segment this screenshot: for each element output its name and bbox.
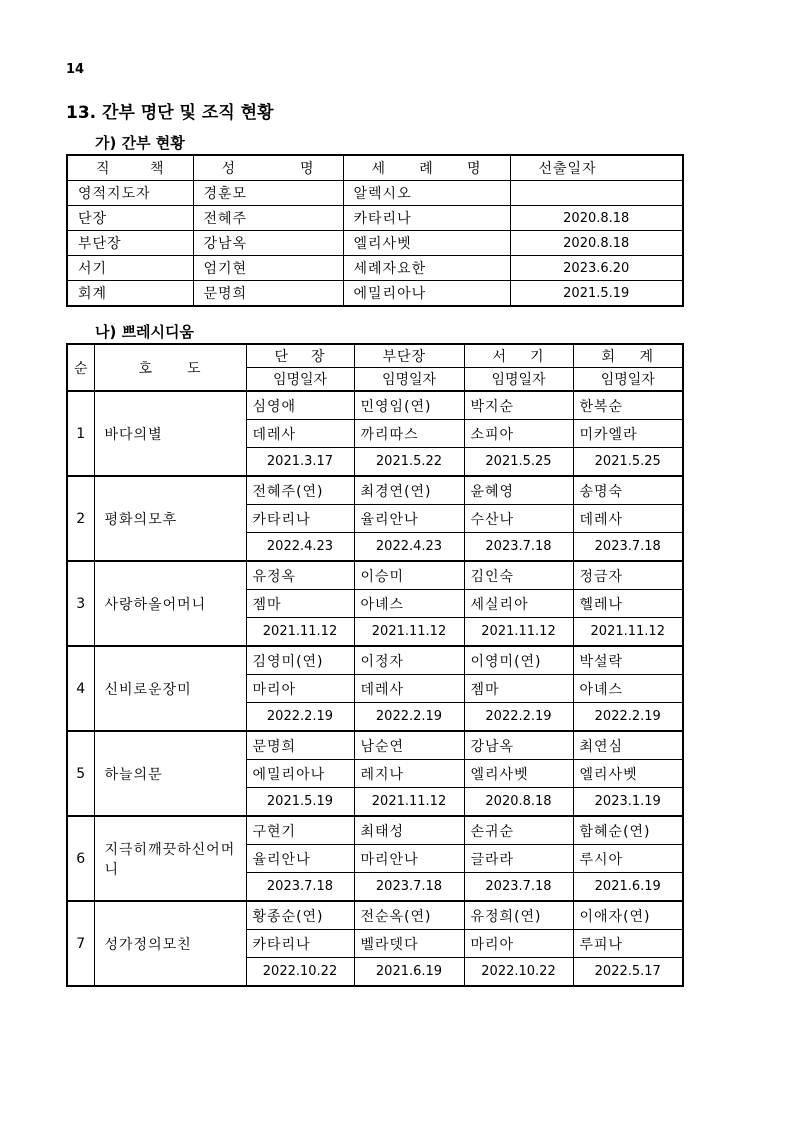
baptismal-name: 아녜스 xyxy=(354,590,464,618)
baptismal-name: 율리안나 xyxy=(354,505,464,533)
group-name: 신비로운장미 xyxy=(94,646,246,731)
baptismal-name: 까리따스 xyxy=(354,420,464,448)
presidium-table xyxy=(66,343,684,987)
appointed-date: 2022.10.22 xyxy=(464,958,573,987)
group-no: 7 xyxy=(67,901,94,986)
officers-cell: 2023.6.20 xyxy=(510,256,683,281)
officers-row xyxy=(67,206,683,231)
baptismal-name: 벨라뎃다 xyxy=(354,930,464,958)
appointed-date: 2023.7.18 xyxy=(464,533,573,562)
header-appointed-date: 임명일자 xyxy=(464,368,573,392)
officers-cell: 영적지도자 xyxy=(67,181,193,206)
appointed-date: 2021.5.22 xyxy=(354,448,464,477)
officers-row xyxy=(67,281,683,307)
header-group-name: 호 도 xyxy=(94,344,246,391)
group-name: 사랑하올어머니 xyxy=(94,561,246,646)
officers-cell: 2020.8.18 xyxy=(510,206,683,231)
officers-cell: 엘리사벳 xyxy=(343,231,510,256)
officer-name: 이정자 xyxy=(354,646,464,675)
baptismal-name: 카타리나 xyxy=(246,505,354,533)
baptismal-name: 세실리아 xyxy=(464,590,573,618)
officer-name: 구현기 xyxy=(246,816,354,845)
baptismal-name: 에밀리아나 xyxy=(246,760,354,788)
group-no: 3 xyxy=(67,561,94,646)
officer-name: 전혜주(연) xyxy=(246,476,354,505)
officer-name: 김인숙 xyxy=(464,561,573,590)
officers-subtitle: 가) 간부 현황 xyxy=(95,134,185,152)
officers-header-cell: 직 책 xyxy=(67,155,193,181)
header-role: 부단장 xyxy=(354,344,464,368)
officers-row xyxy=(67,181,683,206)
presidium-group-row xyxy=(67,816,683,845)
appointed-date: 2021.11.12 xyxy=(354,618,464,647)
officer-name: 윤혜영 xyxy=(464,476,573,505)
group-name: 성가정의모친 xyxy=(94,901,246,986)
officer-name: 민영임(연) xyxy=(354,391,464,420)
officer-name: 정금자 xyxy=(573,561,683,590)
officers-header-row xyxy=(67,155,683,181)
officer-name: 강남옥 xyxy=(464,731,573,760)
header-appointed-date: 임명일자 xyxy=(573,368,683,392)
appointed-date: 2021.5.25 xyxy=(573,448,683,477)
baptismal-name: 수산나 xyxy=(464,505,573,533)
officers-cell: 2021.5.19 xyxy=(510,281,683,307)
officer-name: 유정옥 xyxy=(246,561,354,590)
group-no: 1 xyxy=(67,391,94,476)
officers-cell xyxy=(510,181,683,206)
officer-name: 최태성 xyxy=(354,816,464,845)
officers-cell: 서기 xyxy=(67,256,193,281)
appointed-date: 2022.2.19 xyxy=(464,703,573,732)
baptismal-name: 소피아 xyxy=(464,420,573,448)
baptismal-name: 마리아 xyxy=(246,675,354,703)
appointed-date: 2021.11.12 xyxy=(246,618,354,647)
appointed-date: 2023.7.18 xyxy=(464,873,573,902)
officer-name: 심영애 xyxy=(246,391,354,420)
baptismal-name: 헬레나 xyxy=(573,590,683,618)
baptismal-name: 레지나 xyxy=(354,760,464,788)
officer-name: 한복순 xyxy=(573,391,683,420)
section-title: 13. 간부 명단 및 조직 현황 xyxy=(66,103,274,123)
appointed-date: 2021.6.19 xyxy=(354,958,464,987)
appointed-date: 2020.8.18 xyxy=(464,788,573,817)
page-number: 14 xyxy=(66,62,85,77)
officer-name: 황종순(연) xyxy=(246,901,354,930)
appointed-date: 2022.2.19 xyxy=(246,703,354,732)
baptismal-name: 율리안나 xyxy=(246,845,354,873)
group-name: 평화의모후 xyxy=(94,476,246,561)
baptismal-name: 글라라 xyxy=(464,845,573,873)
baptismal-name: 아녜스 xyxy=(573,675,683,703)
appointed-date: 2021.6.19 xyxy=(573,873,683,902)
appointed-date: 2021.5.25 xyxy=(464,448,573,477)
group-name: 지극히깨끗하신어머니 xyxy=(94,816,246,901)
officers-cell: 세례자요한 xyxy=(343,256,510,281)
officers-cell: 전혜주 xyxy=(193,206,343,231)
officers-cell: 강남옥 xyxy=(193,231,343,256)
appointed-date: 2021.11.12 xyxy=(573,618,683,647)
group-no: 6 xyxy=(67,816,94,901)
appointed-date: 2022.4.23 xyxy=(246,533,354,562)
officer-name: 박설락 xyxy=(573,646,683,675)
baptismal-name: 데레사 xyxy=(246,420,354,448)
officer-name: 김영미(연) xyxy=(246,646,354,675)
officers-cell: 에밀리아나 xyxy=(343,281,510,307)
baptismal-name: 루시아 xyxy=(573,845,683,873)
presidium-subtitle: 나) 쁘레시디움 xyxy=(95,323,195,341)
baptismal-name: 루피나 xyxy=(573,930,683,958)
baptismal-name: 데레사 xyxy=(573,505,683,533)
officer-name: 함혜순(연) xyxy=(573,816,683,845)
officers-cell: 문명희 xyxy=(193,281,343,307)
header-role: 서 기 xyxy=(464,344,573,368)
header-role: 단 장 xyxy=(246,344,354,368)
appointed-date: 2021.3.17 xyxy=(246,448,354,477)
presidium-group-row xyxy=(67,646,683,675)
baptismal-name: 젬마 xyxy=(246,590,354,618)
officer-name: 최경연(연) xyxy=(354,476,464,505)
appointed-date: 2022.4.23 xyxy=(354,533,464,562)
officers-table xyxy=(66,154,684,307)
group-no: 4 xyxy=(67,646,94,731)
baptismal-name: 데레사 xyxy=(354,675,464,703)
appointed-date: 2023.1.19 xyxy=(573,788,683,817)
baptismal-name: 카타리나 xyxy=(246,930,354,958)
appointed-date: 2022.5.17 xyxy=(573,958,683,987)
officers-cell: 경훈모 xyxy=(193,181,343,206)
header-no: 순 xyxy=(67,344,94,391)
header-appointed-date: 임명일자 xyxy=(354,368,464,392)
officers-row xyxy=(67,231,683,256)
presidium-group-row xyxy=(67,391,683,420)
officers-cell: 부단장 xyxy=(67,231,193,256)
group-no: 2 xyxy=(67,476,94,561)
presidium-group-row xyxy=(67,901,683,930)
officers-header-cell: 세 례 명 xyxy=(343,155,510,181)
officer-name: 유정희(연) xyxy=(464,901,573,930)
officer-name: 이승미 xyxy=(354,561,464,590)
header-appointed-date: 임명일자 xyxy=(246,368,354,392)
appointed-date: 2022.2.19 xyxy=(354,703,464,732)
baptismal-name: 젬마 xyxy=(464,675,573,703)
appointed-date: 2021.11.12 xyxy=(354,788,464,817)
officers-cell: 알렉시오 xyxy=(343,181,510,206)
officers-cell: 카타리나 xyxy=(343,206,510,231)
appointed-date: 2023.7.18 xyxy=(354,873,464,902)
officers-header-cell: 선출일자 xyxy=(510,155,683,181)
appointed-date: 2023.7.18 xyxy=(573,533,683,562)
officers-cell: 회계 xyxy=(67,281,193,307)
presidium-group-row xyxy=(67,731,683,760)
appointed-date: 2021.5.19 xyxy=(246,788,354,817)
presidium-group-row xyxy=(67,561,683,590)
baptismal-name: 엘리사벳 xyxy=(573,760,683,788)
presidium-group-row xyxy=(67,476,683,505)
officers-cell: 단장 xyxy=(67,206,193,231)
officers-cell: 엄기현 xyxy=(193,256,343,281)
baptismal-name: 마리안나 xyxy=(354,845,464,873)
baptismal-name: 마리아 xyxy=(464,930,573,958)
baptismal-name: 미카엘라 xyxy=(573,420,683,448)
officer-name: 손귀순 xyxy=(464,816,573,845)
appointed-date: 2021.11.12 xyxy=(464,618,573,647)
officers-cell: 2020.8.18 xyxy=(510,231,683,256)
officer-name: 이애자(연) xyxy=(573,901,683,930)
officers-row xyxy=(67,256,683,281)
baptismal-name: 엘리사벳 xyxy=(464,760,573,788)
officer-name: 송명숙 xyxy=(573,476,683,505)
appointed-date: 2022.2.19 xyxy=(573,703,683,732)
group-name: 하늘의문 xyxy=(94,731,246,816)
officers-header-cell: 성 명 xyxy=(193,155,343,181)
appointed-date: 2023.7.18 xyxy=(246,873,354,902)
officer-name: 문명희 xyxy=(246,731,354,760)
group-no: 5 xyxy=(67,731,94,816)
officer-name: 박지순 xyxy=(464,391,573,420)
appointed-date: 2022.10.22 xyxy=(246,958,354,987)
officer-name: 이영미(연) xyxy=(464,646,573,675)
presidium-header-row xyxy=(67,344,683,368)
group-name: 바다의별 xyxy=(94,391,246,476)
officer-name: 전순옥(연) xyxy=(354,901,464,930)
officer-name: 남순연 xyxy=(354,731,464,760)
officer-name: 최연심 xyxy=(573,731,683,760)
header-role: 회 계 xyxy=(573,344,683,368)
